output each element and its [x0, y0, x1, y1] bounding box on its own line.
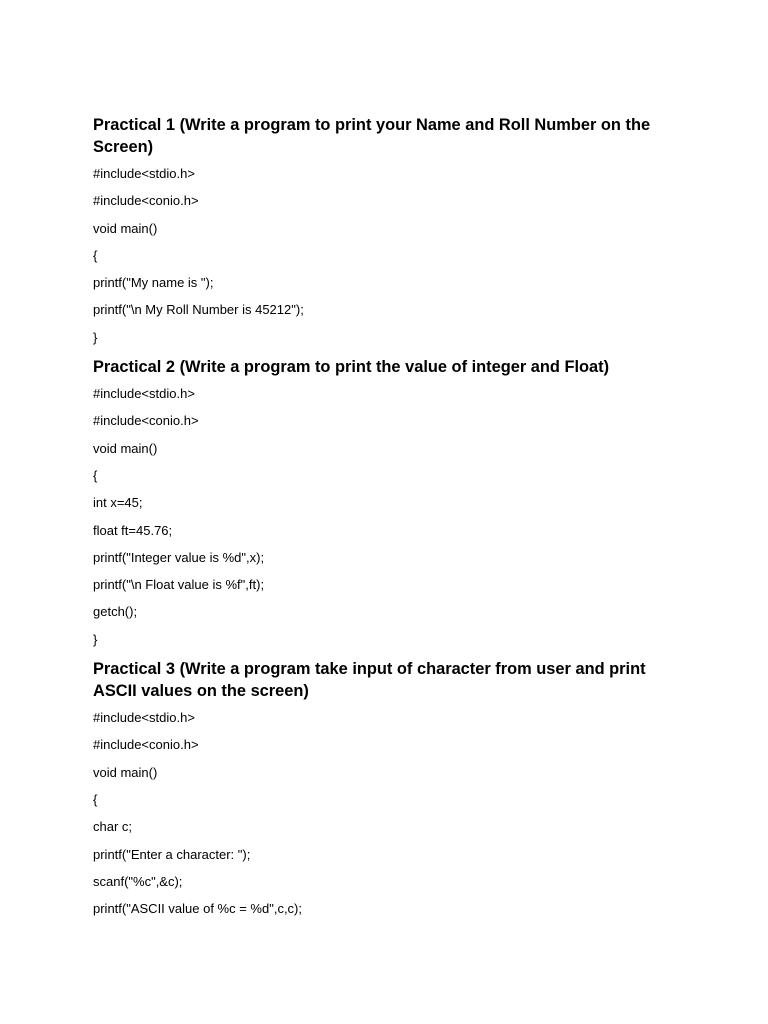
code-line: float ft=45.76; — [93, 522, 173, 538]
code-line: { — [93, 467, 98, 483]
code-line: getch(); — [93, 604, 138, 620]
code-line: void main() — [93, 220, 158, 236]
code-line: { — [93, 247, 98, 263]
code-line: int x=45; — [93, 495, 143, 511]
practical-section — [93, 114, 683, 346]
code-line: scanf("%c",&c); — [93, 873, 183, 889]
code-block — [93, 709, 683, 917]
code-line: #include<stdio.h> — [93, 386, 195, 402]
code-line: printf("Enter a character: "); — [93, 846, 251, 862]
code-line: void main() — [93, 440, 158, 456]
code-line: } — [93, 329, 98, 345]
code-block — [93, 385, 683, 648]
practical-heading: Practical 1 (Write a program to print your Name and Roll Number on the Screen) — [93, 116, 651, 156]
practical-section — [93, 658, 683, 917]
practical-section — [93, 356, 683, 648]
code-line: printf("\n My Roll Number is 45212"); — [93, 302, 304, 318]
document-content — [93, 114, 683, 927]
practical-heading: Practical 2 (Write a program to print the value of integer and Float) — [93, 358, 610, 377]
code-line: #include<conio.h> — [93, 737, 199, 753]
code-line: printf("My name is "); — [93, 275, 214, 291]
code-line: { — [93, 791, 98, 807]
code-line: #include<stdio.h> — [93, 710, 195, 726]
code-line: #include<stdio.h> — [93, 166, 195, 181]
code-line: printf("Integer value is %d",x); — [93, 549, 265, 565]
code-line: printf("ASCII value of %c = %d",c,c); — [93, 901, 302, 917]
code-block — [93, 165, 683, 346]
code-line: #include<conio.h> — [93, 193, 199, 209]
code-line: char c; — [93, 819, 133, 835]
practical-heading: Practical 3 (Write a program take input of character from user and print ASCII values on the screen) — [93, 660, 646, 701]
code-line: printf("\n Float value is %f",ft); — [93, 577, 265, 593]
code-line: #include<conio.h> — [93, 413, 199, 429]
code-line: } — [93, 631, 98, 647]
code-line: void main() — [93, 764, 158, 780]
